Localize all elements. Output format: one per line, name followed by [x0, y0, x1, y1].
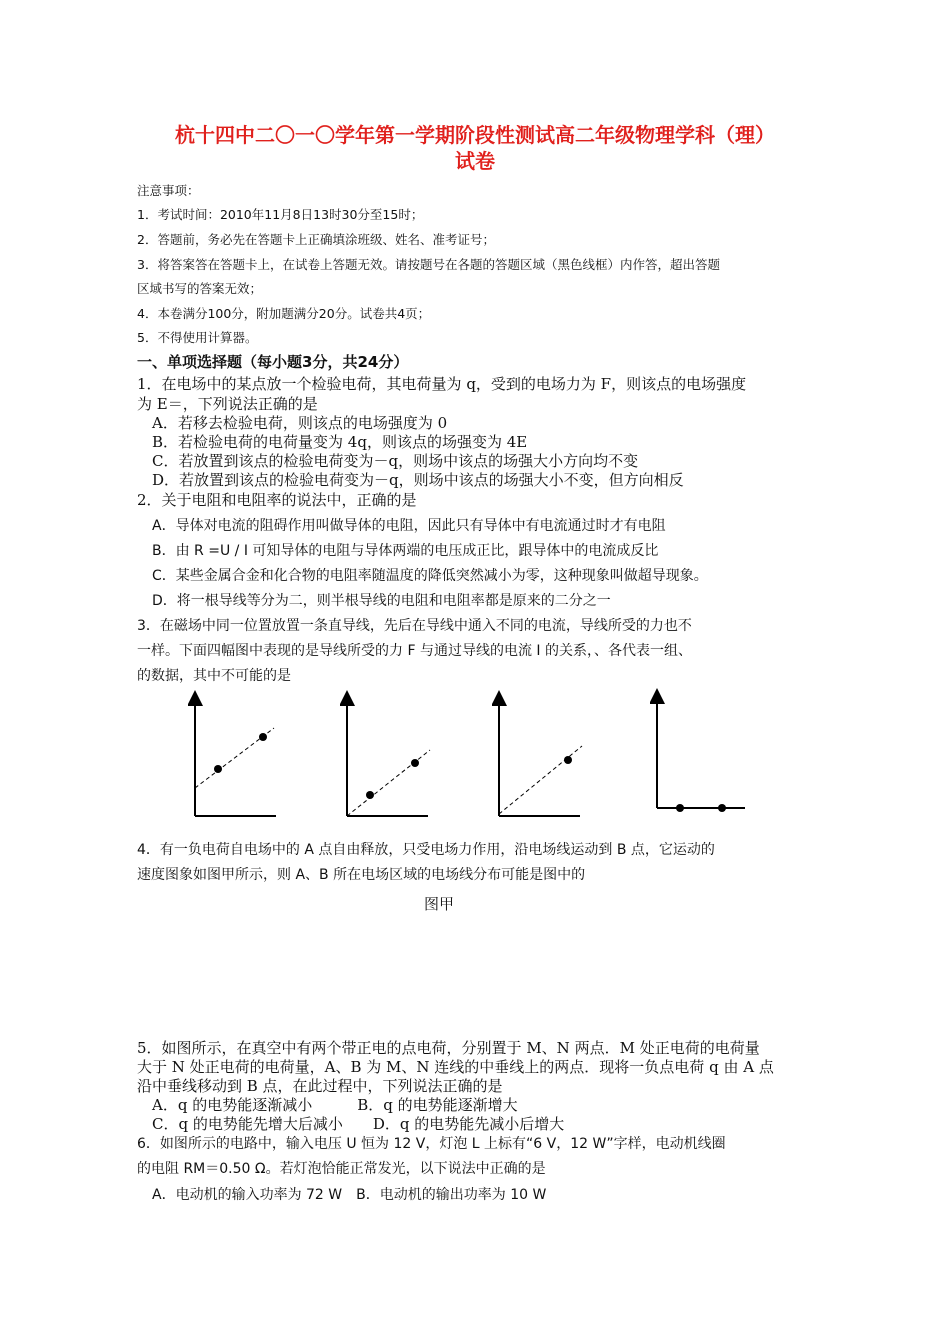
data-point [718, 804, 726, 812]
graph-a [188, 690, 283, 820]
exam-title-line2: 试卷 [455, 149, 495, 173]
question-5-stem: 大于 N 处正电荷的电荷量，A、B 为 M、N 连线的中垂线上的两点．现将一负点电荷 q 由 A 点 [137, 1058, 774, 1076]
trend-line [347, 750, 430, 816]
data-point [366, 791, 374, 799]
notes-heading: 注意事项： [137, 183, 200, 198]
question-5-options-ab: A．q 的电势能逐渐减小 B．q 的电势能逐渐增大 [152, 1096, 518, 1114]
question-2-option-a: A．导体对电流的阻碍作用叫做导体的电阻，因此只有导体中有电流通过时才有电阻 [152, 518, 666, 534]
question-1-stem: 为 E＝，下列说法正确的是 [137, 395, 318, 413]
question-5-options-cd: C．q 的电势能先增大后减小 D．q 的电势能先减小后增大 [152, 1115, 565, 1133]
question-1-stem: 1．在电场中的某点放一个检验电荷，其电荷量为 q，受到的电场力为 F，则该点的电场强度 [137, 375, 747, 393]
graph-d [650, 688, 750, 818]
question-5-stem: 沿中垂线移动到 B 点，在此过程中，下列说法正确的是 [137, 1077, 503, 1095]
question-1-option-a: A．若移去检验电荷，则该点的电场强度为 0 [152, 414, 448, 432]
question-6-options-ab: A．电动机的输入功率为 72 W B．电动机的输出功率为 10 W [152, 1187, 547, 1203]
note-item: 2．答题前，务必先在答题卡上正确填涂班级、姓名、准考证号； [137, 232, 495, 247]
question-5-stem: 5．如图所示，在真空中有两个带正电的点电荷，分别置于 M、N 两点．M 处正电荷的电荷量 [137, 1039, 760, 1057]
data-point [214, 765, 222, 773]
question-3-stem: 一样。下面四幅图中表现的是导线所受的力 F 与通过导线的电流 I 的关系，、各代表一组、 [137, 643, 692, 659]
question-1-option-b: B．若检验电荷的电荷量变为 4q，则该点的场强变为 4E [152, 433, 528, 451]
question-2-stem: 2．关于电阻和电阻率的说法中，正确的是 [137, 491, 417, 509]
question-4-stem: 速度图象如图甲所示，则 A、B 所在电场区域的电场线分布可能是图中的 [137, 867, 586, 883]
question-3-stem: 3．在磁场中同一位置放置一条直导线，先后在导线中通入不同的电流，导线所受的力也不 [137, 618, 692, 634]
data-point [411, 759, 419, 767]
question-2-option-c: C．某些金属合金和化合物的电阻率随温度的降低突然减小为零，这种现象叫做超导现象。 [152, 568, 708, 584]
question-3-stem: 的数据，其中不可能的是 [137, 668, 291, 684]
note-item: 区域书写的答案无效； [137, 281, 263, 296]
question-4-stem: 4．有一负电荷自电场中的 A 点自由释放，只受电场力作用，沿电场线运动到 B 点，它运动的 [137, 842, 715, 858]
data-point [259, 733, 267, 741]
graph-b [340, 690, 435, 820]
question-2-option-b: B．由 R =U / I 可知导体的电阻与导体两端的电压成正比，跟导体中的电流成反比 [152, 543, 659, 559]
question-6-stem: 6．如图所示的电路中，输入电压 U 恒为 12 V，灯泡 L 上标有“6 V，12 W”字样，电动机线圈 [137, 1136, 726, 1152]
graph-c [492, 690, 587, 820]
note-item: 4．本卷满分100分，附加题满分20分。试卷共4页； [137, 306, 431, 321]
figure-caption: 图甲 [424, 895, 455, 913]
question-2-option-d: D．将一根导线等分为二，则半根导线的电阻和电阻率都是原来的二分之一 [152, 593, 611, 609]
note-item: 5．不得使用计算器。 [137, 330, 258, 345]
question-6-stem: 的电阻 RM＝0.50 Ω。若灯泡恰能正常发光，以下说法中正确的是 [137, 1161, 546, 1177]
data-point [676, 804, 684, 812]
exam-title: 杭十四中二〇一〇学年第一学期阶段性测试高二年级物理学科（理） [175, 123, 775, 147]
section-heading: 一、单项选择题（每小题3分，共24分） [137, 353, 409, 371]
trend-line [499, 746, 582, 814]
note-item: 3．将答案答在答题卡上，在试卷上答题无效。请按题号在各题的答题区域（黑色线框）内作答，超出答题 [137, 257, 720, 272]
data-point [564, 756, 572, 764]
question-1-option-d: D．若放置到该点的检验电荷变为－q，则场中该点的场强大小不变，但方向相反 [152, 471, 684, 489]
note-item: 1．考试时间：2010年11月8日13时30分至15时； [137, 207, 424, 222]
question-1-option-c: C．若放置到该点的检验电荷变为－q，则场中该点的场强大小方向均不变 [152, 452, 639, 470]
